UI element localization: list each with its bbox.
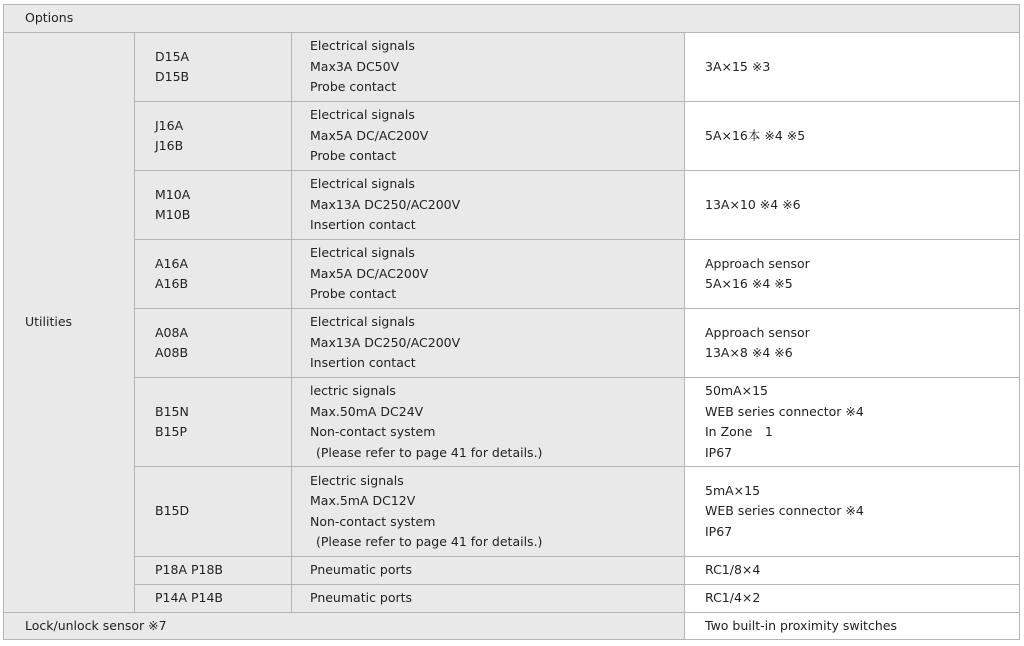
desc-line: Max5A DC/AC200V	[310, 265, 429, 281]
option-code	[135, 585, 292, 613]
lock-sensor-label: Lock/unlock sensor ※7	[4, 613, 685, 640]
spec-line: RC1/4×2	[705, 590, 761, 606]
desc-line: Pneumatic ports	[310, 590, 413, 606]
desc-line: Non-contact system	[310, 513, 436, 529]
option-code	[135, 378, 292, 467]
spec-line: 50mA×15	[705, 383, 769, 398]
option-spec	[685, 171, 1020, 240]
spec-line: Approach sensor	[705, 324, 810, 340]
code-line: A16A	[155, 255, 189, 271]
desc-line: Pneumatic ports	[310, 562, 413, 578]
option-description	[292, 171, 685, 240]
option-code	[135, 467, 292, 557]
desc-line: Electrical signals	[310, 176, 415, 192]
desc-line: Electrical signals	[310, 314, 415, 330]
option-code	[135, 309, 292, 378]
table-row	[4, 378, 1020, 467]
code-line: M10B	[155, 207, 191, 222]
option-description	[292, 240, 685, 309]
option-description	[292, 309, 685, 378]
spec-line: WEB series connector ※4	[705, 503, 864, 519]
option-spec	[685, 467, 1020, 557]
spec-line: 3A×15 ※3	[705, 58, 771, 74]
lock-sensor-spec: Two built-in proximity switches	[685, 613, 1020, 640]
spec-line: 5A×16本 ※4 ※5	[705, 127, 806, 143]
code-line: A08A	[155, 324, 189, 340]
code-line: D15A	[155, 48, 190, 64]
desc-line: Electrical signals	[310, 245, 415, 261]
desc-line: Non-contact system	[310, 424, 436, 439]
option-code	[135, 240, 292, 309]
option-spec	[685, 240, 1020, 309]
desc-line: (Please refer to page 41 for details.)	[316, 534, 543, 549]
code-line: J16A	[155, 117, 184, 133]
table-row	[4, 309, 1020, 378]
option-description	[292, 102, 685, 171]
utilities-label: Utilities	[4, 33, 135, 613]
table-row	[4, 171, 1020, 240]
code-line: B15P	[155, 424, 188, 439]
table-row	[4, 585, 1020, 613]
desc-line: Max3A DC50V	[310, 58, 400, 74]
table-header-row	[4, 5, 1020, 33]
desc-line: Probe contact	[310, 79, 397, 95]
table-row	[4, 467, 1020, 557]
code-line: B15N	[155, 403, 189, 419]
option-spec	[685, 557, 1020, 585]
desc-line: Insertion contact	[310, 355, 416, 371]
code-line: J16B	[155, 138, 184, 153]
code-line: P14A P14B	[155, 590, 223, 606]
code-line: M10A	[155, 186, 191, 202]
code-line: P18A P18B	[155, 562, 223, 578]
code-line: A16B	[155, 276, 189, 291]
spec-line: RC1/8×4	[705, 562, 761, 578]
option-spec	[685, 309, 1020, 378]
option-code	[135, 102, 292, 171]
desc-line: (Please refer to page 41 for details.)	[316, 444, 543, 460]
option-description	[292, 557, 685, 585]
spec-line: WEB series connector ※4	[705, 403, 864, 419]
desc-line: Max.5mA DC12V	[310, 493, 416, 508]
option-spec	[685, 102, 1020, 171]
code-line: B15D	[155, 503, 190, 519]
desc-line: Max.50mA DC24V	[310, 403, 424, 419]
table-row	[4, 613, 1020, 640]
option-spec	[685, 585, 1020, 613]
table-row	[4, 33, 1020, 102]
option-description	[292, 585, 685, 613]
option-code	[135, 33, 292, 102]
desc-line: lectric signals	[310, 383, 396, 398]
code-line: D15B	[155, 69, 190, 84]
spec-line: Approach sensor	[705, 255, 810, 271]
code-line: A08B	[155, 345, 189, 360]
spec-line: IP67	[705, 444, 733, 460]
option-description	[292, 467, 685, 557]
option-spec	[685, 378, 1020, 467]
desc-line: Insertion contact	[310, 217, 416, 233]
options-header: Options	[4, 5, 1020, 33]
desc-line: Electrical signals	[310, 107, 415, 123]
option-code	[135, 557, 292, 585]
option-description	[292, 33, 685, 102]
spec-line: 5A×16 ※4 ※5	[705, 276, 793, 291]
options-table	[3, 4, 1020, 640]
spec-line: In Zone 1	[705, 424, 773, 439]
desc-line: Max5A DC/AC200V	[310, 127, 429, 143]
table-row	[4, 102, 1020, 171]
desc-line: Electrical signals	[310, 38, 415, 54]
desc-line: Max13A DC250/AC200V	[310, 196, 461, 212]
option-description	[292, 378, 685, 467]
spec-line: IP67	[705, 523, 733, 539]
option-code	[135, 171, 292, 240]
spec-line: 13A×10 ※4 ※6	[705, 196, 801, 212]
desc-line: Electric signals	[310, 472, 404, 488]
option-spec	[685, 33, 1020, 102]
desc-line: Probe contact	[310, 286, 397, 302]
spec-line: 5mA×15	[705, 482, 761, 498]
desc-line: Probe contact	[310, 148, 397, 164]
table-row	[4, 240, 1020, 309]
table-row	[4, 557, 1020, 585]
spec-line: 13A×8 ※4 ※6	[705, 345, 793, 360]
desc-line: Max13A DC250/AC200V	[310, 334, 461, 350]
